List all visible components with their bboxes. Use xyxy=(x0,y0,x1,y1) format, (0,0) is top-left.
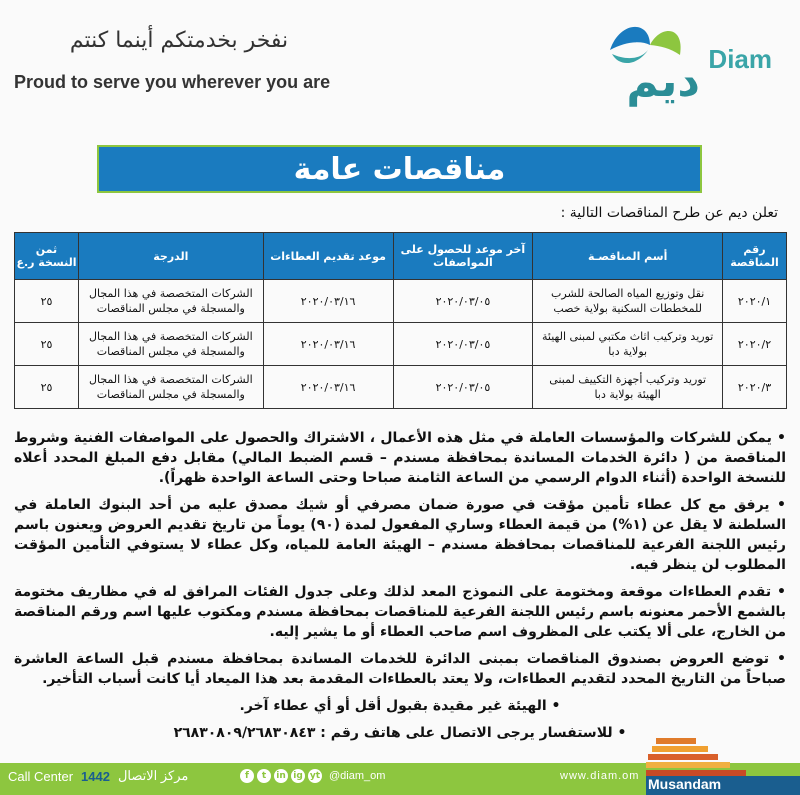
cell-spec-deadline: ٢٠٢٠/٠٣/٠٥ xyxy=(393,323,533,366)
cell-no: ٢٠٢٠/٢ xyxy=(723,323,787,366)
paragraph-disclaimer: • الهيئة غير مقيدة بقبول أقل أو أي عطاء آخر. xyxy=(239,698,561,714)
facebook-icon[interactable]: f xyxy=(240,769,254,783)
call-center-label: Call Center xyxy=(8,768,74,784)
cell-submit-date: ٢٠٢٠/٠٣/١٦ xyxy=(263,366,393,409)
header-tender-no: رقم المناقصة xyxy=(723,233,787,280)
paragraph-submission: • تقدم العطاءات موقعة ومختومة على النموذج المعد لذلك وعلى جدول الفئات المرافق له في مظاريف مختومة بالشمع الأحمر معنونه باسم رئيس اللجنة الفرعية للمناقصات بمحافظة مسندم ومكتوب عليها اسم ورقم المناقصة من الخارج، على ألا يكتب على المظروف اسم صاحب العطاء أو ما يشير إليه. xyxy=(14,584,786,640)
header-tender-name: أسم المناقصـة xyxy=(533,233,723,280)
cell-price: ٢٥ xyxy=(15,366,79,409)
youtube-icon[interactable]: yt xyxy=(309,771,321,781)
banner-title: مناقصات عامة xyxy=(293,151,506,187)
header-grade: الدرجة xyxy=(78,233,263,280)
cell-spec-deadline: ٢٠٢٠/٠٣/٠٥ xyxy=(393,366,533,409)
paragraph-contact: • للاستفسار يرجى الاتصال على هاتف رقم : ٢٦٨٣٠٨٠٩/٢٦٨٣٠٨٤٣ xyxy=(173,725,627,741)
logo-text-arabic: ديم xyxy=(626,56,700,107)
cell-submit-date: ٢٠٢٠/٠٣/١٦ xyxy=(263,280,393,323)
cell-grade: الشركات المتخصصة في هذا المجال والمسجلة في مجلس المناقصات xyxy=(78,323,263,366)
table-row xyxy=(15,323,787,366)
twitter-icon[interactable]: t xyxy=(257,769,271,783)
header-spec-deadline: آخر موعد للحصول على المواصفات xyxy=(393,233,533,280)
cell-spec-deadline: ٢٠٢٠/٠٣/٠٥ xyxy=(393,280,533,323)
social-handle: @diam_om xyxy=(329,770,386,782)
logo-text-english: Diam xyxy=(708,44,772,74)
cell-no: ٢٠٢٠/١ xyxy=(723,280,787,323)
header-price: ثمن النسخة ر.ع xyxy=(15,233,79,280)
tagline-english: Proud to serve you wherever you are xyxy=(14,72,331,92)
cell-name: توريد وتركيب اثاث مكتبي لمبنى الهيئة بولاية دبا xyxy=(533,323,723,366)
call-center-arabic: مركز الاتصال xyxy=(117,768,189,783)
tagline-arabic: نفخر بخدمتكم أينما كنتم xyxy=(69,28,289,53)
conditions-text xyxy=(14,428,786,750)
paragraph-participation: • يمكن للشركات والمؤسسات العاملة في مثل هذه الأعمال ، الاشتراك والحصول على المواصفات الفنية وشروط المناقصة من ( دائرة الخدمات المساندة بمحافظة مسندم – قسم الضبط المالي) مقابل دفع المبلغ المحدد أعلاه للنسخة الواحدة (أثناء الدوام الرسمي من الساعة الثامنة صباحا وحتى الساعة الواحدة ظهراً). xyxy=(14,430,786,486)
cell-grade: الشركات المتخصصة في هذا المجال والمسجلة في مجلس المناقصات xyxy=(78,366,263,409)
table-row xyxy=(15,280,787,323)
cell-name: نقل وتوزيع المياه الصالحة للشرب للمخططات السكنية بولاية خصب xyxy=(533,280,723,323)
call-center-number: 1442 xyxy=(81,768,110,784)
paragraph-bond: • يرفق مع كل عطاء تأمين مؤقت في صورة ضمان مصرفي أو شيك مصدق عليه من أحد البنوك العاملة في السلطنة لا يقل عن (١%) من قيمة العطاء وساري المفعول لمدة (٩٠) يوماً من تاريخ تقديم العروض ويعنون باسم رئيس اللجنة الفرعية للمناقصات بمحافظة مسندم – الهيئة العامة للمياه، وكل عطاء لا يستوفي التأمين المؤقت المطلوب لن ينظر فيه. xyxy=(14,497,786,573)
tenders-table xyxy=(14,232,787,409)
cell-no: ٢٠٢٠/٣ xyxy=(723,366,787,409)
cell-price: ٢٥ xyxy=(15,280,79,323)
call-center xyxy=(8,768,188,784)
header-submit-date: موعد تقديم العطاءات xyxy=(263,233,393,280)
cell-grade: الشركات المتخصصة في هذا المجال والمسجلة في مجلس المناقصات xyxy=(78,280,263,323)
musandam-label: Musandam xyxy=(648,776,722,792)
social-links xyxy=(240,769,385,783)
website-link[interactable]: www.diam.om xyxy=(560,770,640,782)
cell-submit-date: ٢٠٢٠/٠٣/١٦ xyxy=(263,323,393,366)
table-row xyxy=(15,366,787,409)
cell-name: توريد وتركيب أجهزة التكييف لمبنى الهيئة بولاية دبا xyxy=(533,366,723,409)
instagram-icon[interactable]: ig xyxy=(291,769,305,783)
title-banner xyxy=(97,145,702,193)
table-header-row xyxy=(15,233,787,280)
cell-price: ٢٥ xyxy=(15,323,79,366)
linkedin-icon[interactable]: in xyxy=(274,769,288,783)
paragraph-deadline: • توضع العروض بصندوق المناقصات بمبنى الدائرة للخدمات المساندة بمحافظة مسندم قبل الساعة العاشرة صباحاً من التاريخ المحدد لتقديم العطاءات، ولا يعتد بالعطاءات المقدمة بعد هذا الميعاد أيا كانت أسباب التأخير. xyxy=(14,651,786,687)
intro-text: تعلن ديم عن طرح المناقصات التالية : xyxy=(560,205,778,221)
